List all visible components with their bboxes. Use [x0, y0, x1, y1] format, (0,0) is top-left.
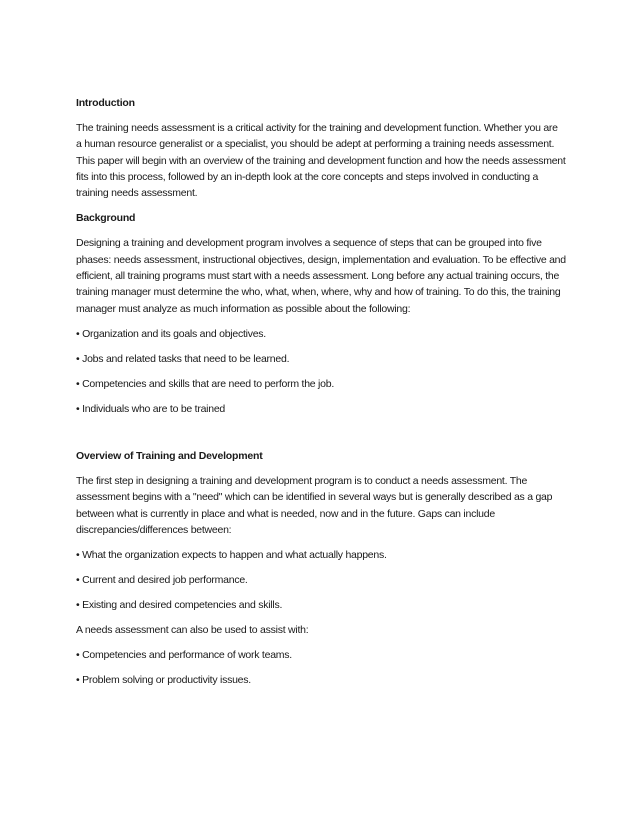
- section-spacer: [76, 426, 566, 448]
- bullet-item: • Competencies and skills that are need to perform the job.: [76, 377, 334, 390]
- bullet-item: • Existing and desired competencies and skills.: [76, 599, 283, 612]
- paragraph-overview: The first step in designing a training and development program is to conduct a needs assessment. The assessment begins with a "need" which can be identified in several ways but is generally described as a gap between what is currently in place and what is needed, now and in the future. Gaps can include discrepancies/differences between:: [76, 474, 553, 536]
- heading-overview: Overview of Training and Development: [76, 449, 263, 462]
- heading-introduction: Introduction: [76, 97, 135, 109]
- bullet-item: • Competencies and performance of work teams.: [76, 649, 292, 662]
- bullet-item: • Problem solving or productivity issues.: [76, 674, 251, 687]
- bullet-item: • Organization and its goals and objectives.: [76, 327, 266, 340]
- paragraph-assist-intro: A needs assessment can also be used to assist with:: [76, 624, 309, 637]
- bullet-item: • What the organization expects to happen and what actually happens.: [76, 549, 387, 562]
- bullet-item: • Individuals who are to be trained: [76, 402, 226, 415]
- paragraph-background: Designing a training and development program involves a sequence of steps that can be grouped into five phases: needs assessment, instructional objectives, design, implementation and evaluation. To be effective and efficient, all training programs must start with a needs assessment. Long before any actual training occurs, the training manager must determine the who, what, when, where, why and how of training. To do this, the training manager must analyze as much information as possible about the following:: [76, 237, 566, 315]
- paragraph-introduction: The training needs assessment is a critical activity for the training and development function. Whether you are a human resource generalist or a specialist, you should be adept at performing a training needs assessment. This paper will begin with an overview of the training and development function and how the needs assessment fits into this process, followed by an in-depth look at the core concepts and steps involved in conducting a training needs assessment.: [76, 122, 566, 200]
- bullet-item: • Current and desired job performance.: [76, 574, 248, 587]
- heading-background: Background: [76, 212, 136, 225]
- bullet-item: • Jobs and related tasks that need to be learned.: [76, 352, 290, 365]
- document-page: [76, 95, 566, 697]
